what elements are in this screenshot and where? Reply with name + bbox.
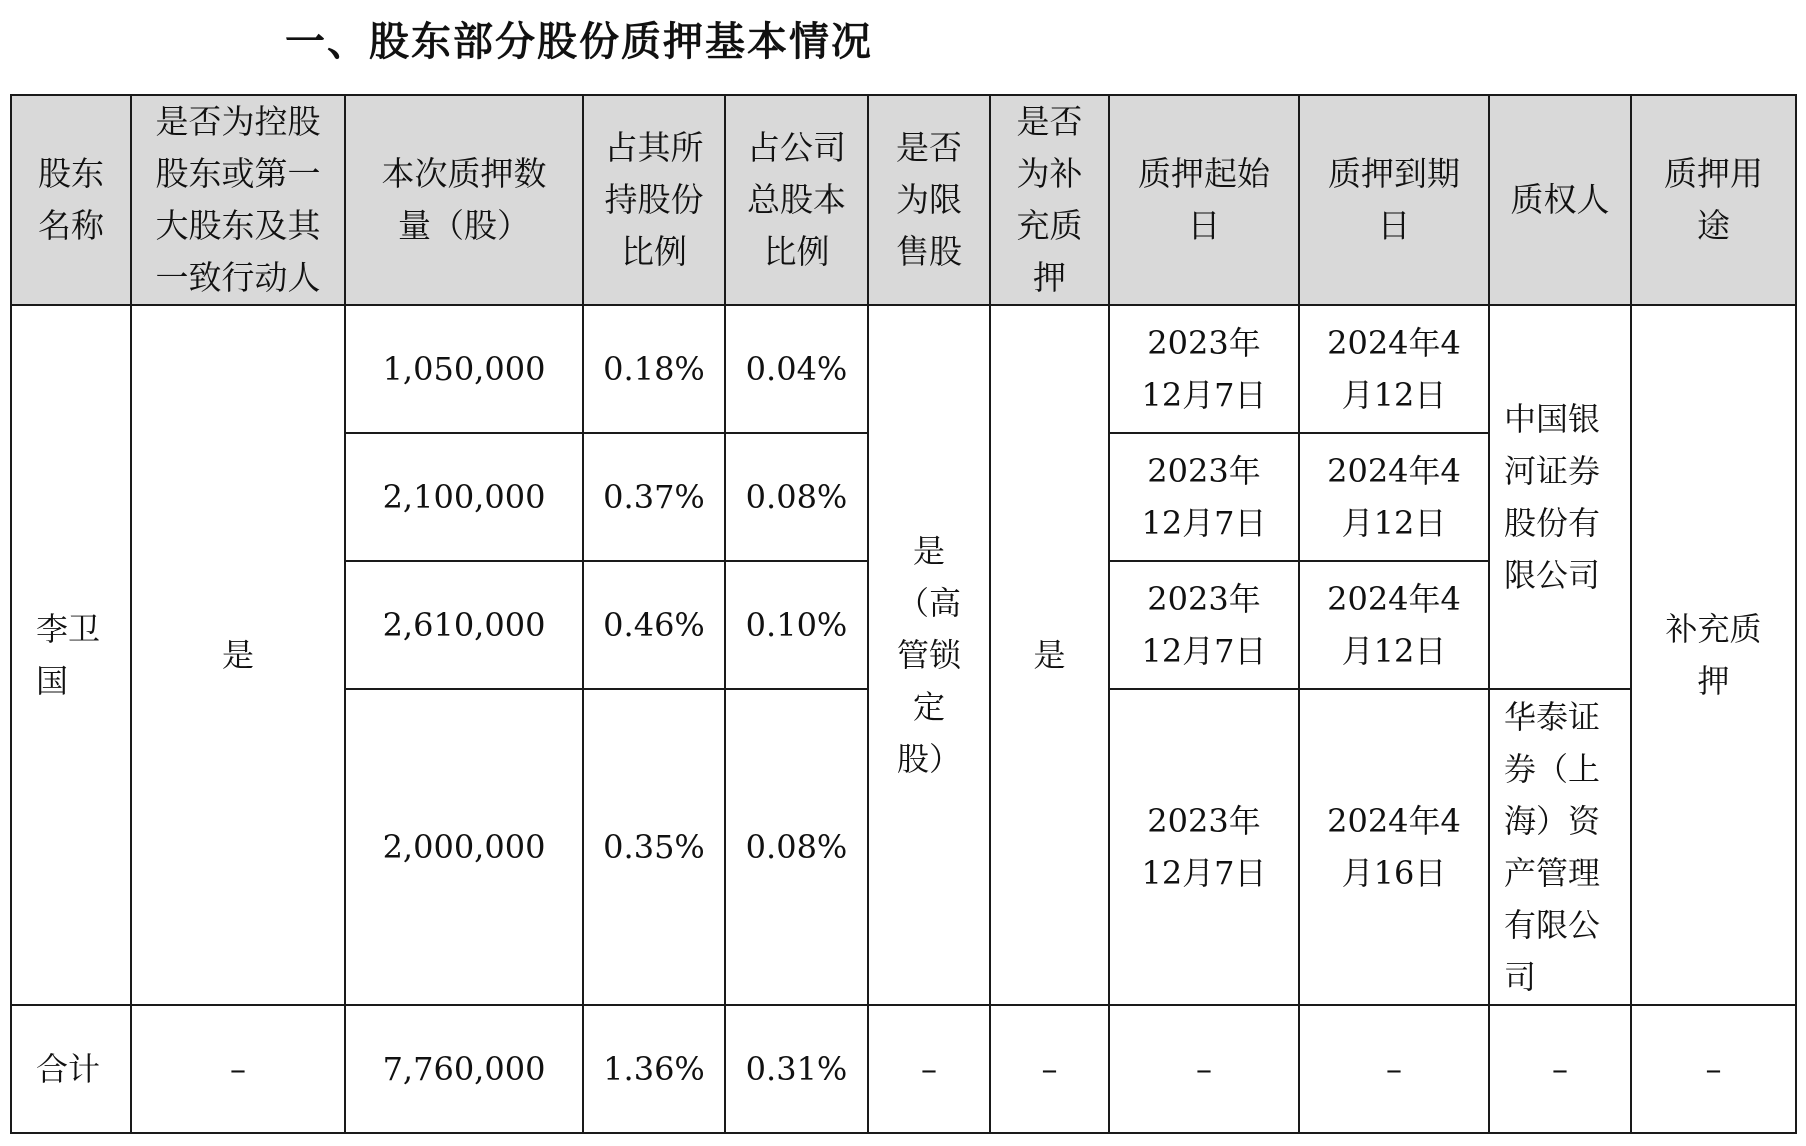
header-pledgee: 质权人 [1489, 95, 1631, 305]
end-date: 2024年4月12日 [1299, 561, 1489, 689]
start-date: 2023年12月7日 [1109, 305, 1299, 433]
header-purpose: 质押用途 [1631, 95, 1796, 305]
shareholder-name: 李卫国 [11, 305, 131, 1005]
pledgee-1: 中国银河证券股份有限公司 [1489, 305, 1631, 689]
header-pledge-quantity: 本次质押数量（股） [345, 95, 583, 305]
table-row [11, 305, 1796, 433]
total-label: 合计 [11, 1005, 131, 1133]
total-row [11, 1005, 1796, 1133]
pledge-table [10, 94, 1797, 1134]
header-is-restricted: 是否为限售股 [868, 95, 990, 305]
header-is-supplementary: 是否为补充质押 [990, 95, 1109, 305]
pledgee-2: 华泰证券（上海）资产管理有限公司 [1489, 689, 1631, 1005]
total-is-supplementary: – [990, 1005, 1109, 1133]
pledge-quantity: 2,610,000 [345, 561, 583, 689]
purpose: 补充质押 [1631, 305, 1796, 1005]
pct-total: 0.04% [725, 305, 868, 433]
header-is-controlling: 是否为控股股东或第一大股东及其一致行动人 [131, 95, 345, 305]
end-date: 2024年4月16日 [1299, 689, 1489, 1005]
start-date: 2023年12月7日 [1109, 561, 1299, 689]
total-pledgee: – [1489, 1005, 1631, 1133]
header-end-date: 质押到期日 [1299, 95, 1489, 305]
total-is-restricted: – [868, 1005, 990, 1133]
pledge-quantity: 1,050,000 [345, 305, 583, 433]
total-is-controlling: – [131, 1005, 345, 1133]
pledge-quantity: 2,100,000 [345, 433, 583, 561]
pct-total: 0.08% [725, 433, 868, 561]
pct-total: 0.10% [725, 561, 868, 689]
is-supplementary: 是 [990, 305, 1109, 1005]
end-date: 2024年4月12日 [1299, 305, 1489, 433]
pct-holdings: 0.46% [583, 561, 725, 689]
section-title: 一、股东部分股份质押基本情况 [285, 19, 873, 65]
total-pct-total: 0.31% [725, 1005, 868, 1133]
is-controlling: 是 [131, 305, 345, 1005]
header-row [11, 95, 1796, 305]
pct-holdings: 0.35% [583, 689, 725, 1005]
pct-holdings: 0.18% [583, 305, 725, 433]
total-end-date: – [1299, 1005, 1489, 1133]
end-date: 2024年4月12日 [1299, 433, 1489, 561]
pledge-quantity: 2,000,000 [345, 689, 583, 1005]
header-shareholder-name: 股东名称 [11, 95, 131, 305]
start-date: 2023年12月7日 [1109, 433, 1299, 561]
header-start-date: 质押起始日 [1109, 95, 1299, 305]
start-date: 2023年12月7日 [1109, 689, 1299, 1005]
pct-total: 0.08% [725, 689, 868, 1005]
header-pct-total: 占公司总股本比例 [725, 95, 868, 305]
is-restricted: 是（高管锁定股） [868, 305, 990, 1005]
total-quantity: 7,760,000 [345, 1005, 583, 1133]
total-start-date: – [1109, 1005, 1299, 1133]
total-pct-holdings: 1.36% [583, 1005, 725, 1133]
header-pct-holdings: 占其所持股份比例 [583, 95, 725, 305]
total-purpose: – [1631, 1005, 1796, 1133]
pct-holdings: 0.37% [583, 433, 725, 561]
